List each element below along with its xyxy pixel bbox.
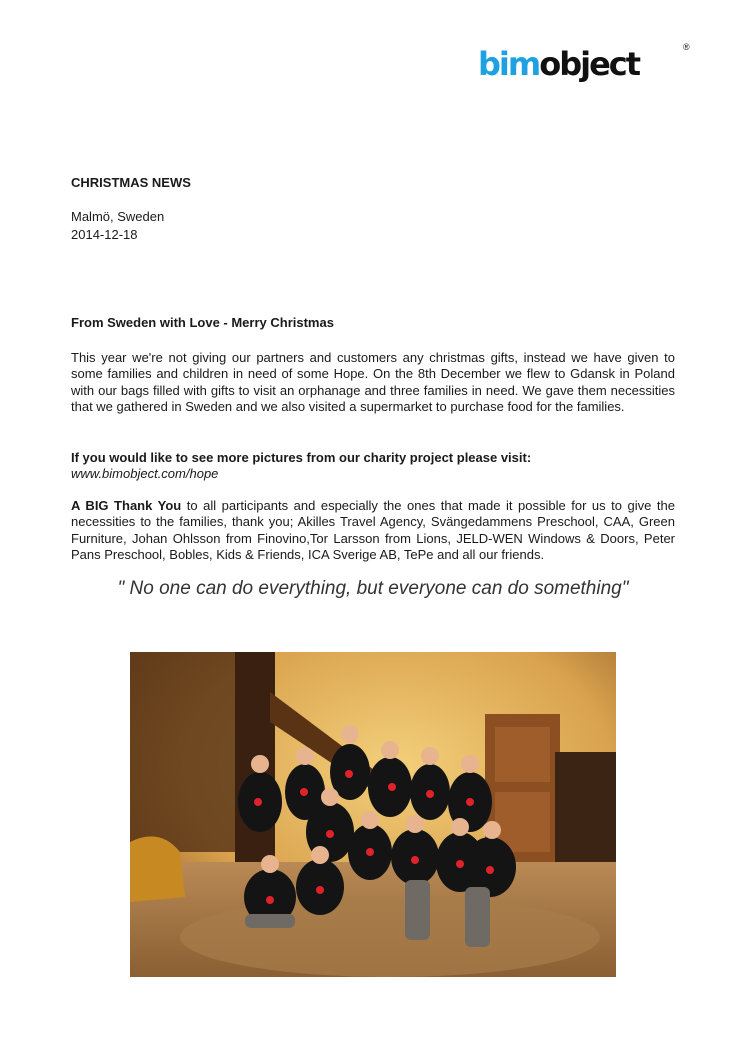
location: Malmö, Sweden: [71, 209, 165, 224]
article-headline: From Sweden with Love - Merry Christmas: [71, 315, 334, 330]
more-pictures-paragraph: [71, 450, 675, 483]
intro-paragraph: This year we're not giving our partners and customers any christmas gifts, instead we have given to some families and children in need of some Hope. On the 8th December we flew to Gdansk in Poland with our bags filled with gifts to visit an orphanage and three families in need. We gave them necessities that we gathered in Sweden and we also visited a supermarket to purchase food for the families.: [71, 350, 675, 414]
closing-quote: " No one can do everything, but everyone can do something": [117, 578, 629, 599]
date: 2014-12-18: [71, 227, 138, 242]
news-title: CHRISTMAS NEWS: [71, 175, 191, 190]
hope-link[interactable]: www.bimobject.com/hope: [71, 466, 219, 482]
thanks-lead: A BIG Thank You: [71, 498, 182, 513]
registered-mark: ®: [683, 42, 690, 52]
logo-wordmark: bimobject: [478, 45, 640, 83]
thanks-body: to all participants and especially the ones that made it possible for us to give the necessities to the families, thank you; Akilles Travel Agency, Svängedammens Preschool, CAA, Green Furniture, Johan Ohlsson from Finovino,Tor Larsson from Lions, JELD-WEN Windows & Doors, Peter Pans Preschool, Bobles, Kids & Friends, ICA Sverige AB, TePe and all our friends.: [71, 498, 675, 562]
group-photo: [130, 652, 616, 977]
more-pictures-label: If you would like to see more pictures from our charity project please visit:: [71, 450, 532, 465]
thanks-paragraph: [71, 498, 675, 563]
bimobject-logo: [478, 40, 694, 84]
